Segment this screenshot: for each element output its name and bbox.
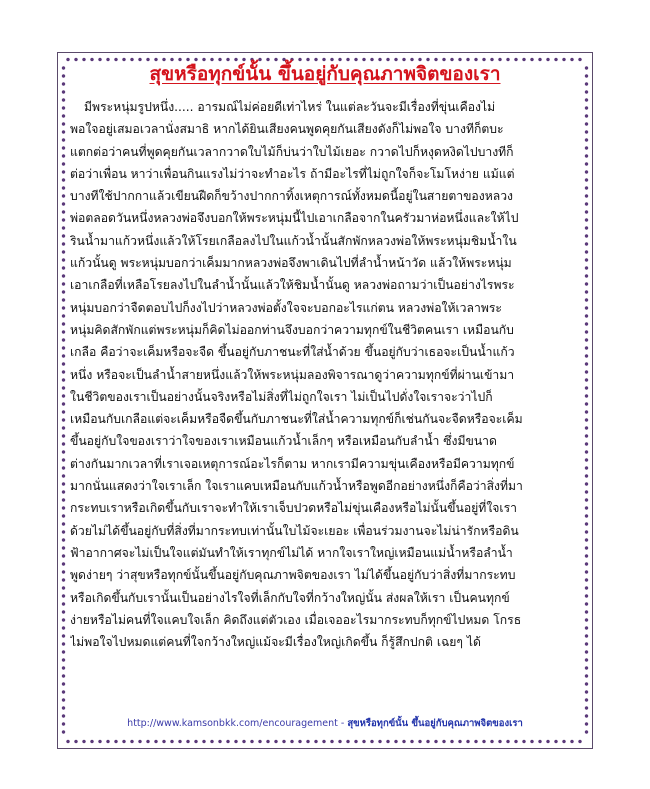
decorative-border-right	[583, 64, 590, 736]
body-line: พอใจอยู่เสมอเวลานั่งสมาธิ หากได้ยินเสียงคนพูดคุยกันเสียงดังก็ไม่พอใจ บางทีก็ตบะ	[70, 122, 504, 137]
article-title: สุขหรือทุกข์นั้น ขึ้นอยู่กับคุณภาพจิตของเรา	[149, 63, 501, 85]
body-line: มีพระหนุ่มรูปหนึ่ง..... อารมณ์ไม่ค่อยดีเท่าไหร่ ในแต่ละวันจะมีเรื่องที่ขุ่นเคืองไม่	[84, 100, 496, 114]
body-line: ในชีวิตของเราเป็นอย่างนั้นจริงหรือไม่สิ่งที่ไม่ถูกใจเรา ไม่เป็นไปดั่งใจเราจะว่าไปก็	[70, 389, 493, 404]
body-line: แก้วนั้นดู พระหนุ่มบอกว่าเค็มมากหลวงพ่อจึงพาเดินไปที่ลำน้ำหน้าวัด แล้วให้พระหนุ่ม	[70, 256, 512, 271]
footer-separator: -	[337, 718, 348, 729]
body-line: ต่อว่าเพื่อน หาว่าเพื่อนกินแรงไม่ว่าจะทำอะไร ถ้ามีอะไรที่ไม่ถูกใจก็จะโมโหง่าย แม้แต่	[70, 166, 515, 181]
body-line: หรือเกิดขึ้นกับเรานั้นเป็นอย่างไรใจที่เล็กกับใจที่กว้างใหญ่นั้น ส่งผลให้เรา เป็นคนทุกข์	[70, 590, 510, 605]
article-body	[70, 96, 582, 653]
body-line: กระทบเราหรือเกิดขึ้นกับเราจะทำให้เราเจ็บปวดหรือไม่ขุ่นเคืองหรือไม่นั้นขึ้นอยู่ที่ใจเรา	[70, 501, 517, 516]
body-line: ง่ายหรือไม่คนที่ใจแคบใจเล็ก คิดถึงแต่ตัวเอง เมื่อเจออะไรมากระทบก็ทุกข์ไปหมด โกรธ	[70, 612, 522, 627]
body-line: ขึ้นอยู่กับใจของเราว่าใจของเราเหมือนแก้วน้ำเล็กๆ หรือเหมือนกับลำน้ำ ซึ่งมีขนาด	[70, 434, 497, 449]
body-line: แตกต่อว่าคนที่พูดคุยกันเวลากวาดใบไม้ก็บ่นว่าใบไม้เยอะ กวาดไปก็หงุดหงิดไปบางทีก็	[70, 144, 514, 159]
body-line: รินน้ำมาแก้วหนึ่งแล้วให้โรยเกลือลงไปในแก้วน้ำนั้นสักพักหลวงพ่อให้พระหนุ่มชิมน้ำใน	[70, 233, 517, 248]
body-line: เกลือ คือว่าจะเค็มหรือจะจืด ขึ้นอยู่กับภาชนะที่ใส่น้ำด้วย ขึ้นอยู่กับว่าเธอจะเป็นน้ำแก้ว	[70, 345, 515, 360]
footer-url-link[interactable]: http://www.kamsonbkk.com/encouragement	[127, 718, 338, 729]
decorative-border-bottom	[64, 738, 586, 745]
body-line: พ่อตลอดวันหนึ่งหลวงพ่อจึงบอกให้พระหนุ่มนี้ไปเอาเกลือจากในครัวมาห่อหนึ่งและให้ไป	[70, 211, 519, 226]
body-line: ไม่พอใจไปหมดแต่คนที่ใจกว้างใหญ่แม้จะมีเรื่องใหญ่เกิดขึ้น ก็รู้สึกปกติ เฉยๆ ได้	[70, 635, 481, 650]
body-line: ต่างกันมากเวลาที่เราเจอเหตุการณ์อะไรก็ตาม หากเรามีความขุ่นเคืองหรือมีความทุกข์	[70, 456, 515, 471]
body-line: หนุ่มบอกว่าจืดตอบไปก็งงไปว่าหลวงพ่อตั้งใจจะบอกอะไรแก่ตน หลวงพ่อให้เวลาพระ	[70, 300, 502, 315]
body-line: เหมือนกับเกลือแต่จะเค็มหรือจืดขึ้นกับภาชนะที่ใส่น้ำความทุกข์ก็เช่นกันจะจืดหรือจะเค็ม	[70, 412, 523, 427]
footer-title: สุขหรือทุกข์นั้น ขึ้นอยู่กับคุณภาพจิตของเรา	[347, 718, 523, 729]
body-line: พูดง่ายๆ ว่าสุขหรือทุกข์นั้นขึ้นอยู่กับคุณภาพจิตของเรา ไม่ได้ขึ้นอยู่กับว่าสิ่งที่มากระทบ	[70, 568, 516, 583]
page-footer	[0, 716, 650, 731]
body-line: เอาเกลือที่เหลือโรยลงไปในลำน้ำนั้นแล้วให้ชิมน้ำนั้นดู หลวงพ่อถามว่าเป็นอย่างไรพระ	[70, 278, 515, 293]
body-line: ด้วยไม่ได้ขึ้นอยู่กับที่สิ่งที่มากระทบเท่านั้นใบไม้จะเยอะ เพื่อนร่วมงานจะไม่น่ารักหรือดิน	[70, 523, 519, 538]
body-line: บางทีใช้ปากกาแล้วเขียนฝืดก็ขว้างปากกาทิ้งเหตุการณ์ทั้งหมดนี้อยู่ในสายตาของหลวง	[70, 189, 513, 204]
body-line: หนึ่ง หรือจะเป็นลำน้ำสายหนึ่งแล้วให้พระหนุ่มลองพิจารณาดูว่าความทุกข์ที่ผ่านเข้ามา	[70, 367, 515, 382]
body-line: หนุ่มคิดสักพักแต่พระหนุ่มก็คิดไม่ออกท่านจึงบอกว่าความทุกข์ในชีวิตคนเรา เหมือนกับ	[70, 322, 514, 337]
body-line: มากนั่นแสดงว่าใจเราเล็ก ใจเราแคบเหมือนกับแก้วน้ำหรือพูดอีกอย่างหนึ่งก็คือว่าสิ่งที่มา	[70, 479, 523, 494]
decorative-border-left	[60, 64, 67, 736]
body-line: ฟ้าอากาศจะไม่เป็นใจแต่มันทำให้เราทุกข์ไม่ได้ หากใจเราใหญ่เหมือนแม่น้ำหรือลำน้ำ	[70, 545, 513, 560]
